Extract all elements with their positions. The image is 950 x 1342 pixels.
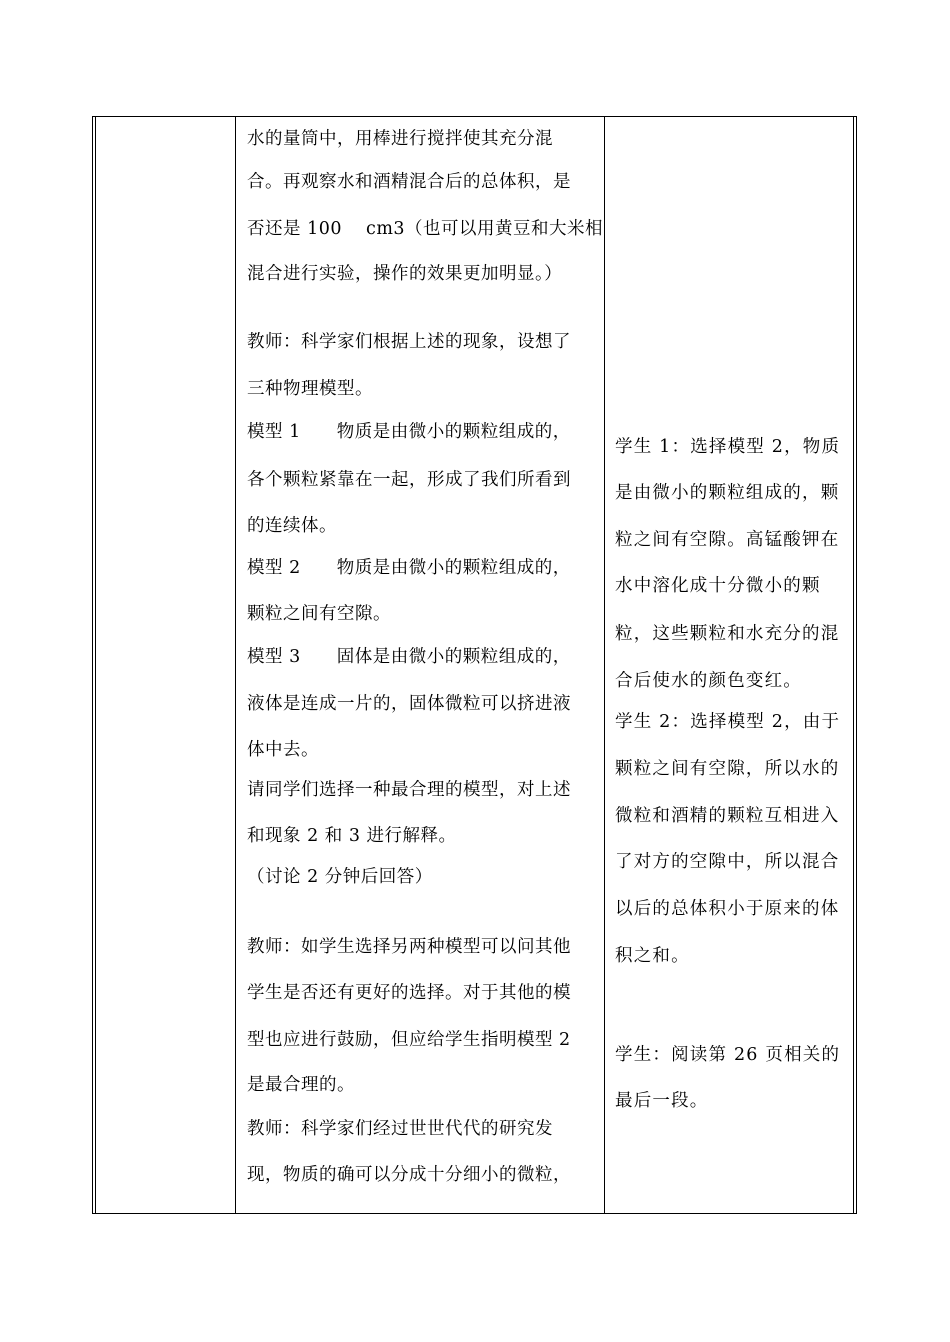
text-line: 微粒和酒精的颗粒互相进入 bbox=[615, 806, 840, 826]
text-line: 体中去。 bbox=[247, 740, 319, 760]
text-line: 现，物质的确可以分成十分细小的微粒， bbox=[247, 1165, 571, 1185]
text-line: 各个颗粒紧靠在一起，形成了我们所看到 bbox=[247, 470, 571, 490]
text-line: 水的量筒中，用棒进行搅拌使其充分混 bbox=[247, 129, 553, 149]
text-line: 液体是连成一片的，固体微粒可以挤进液 bbox=[247, 694, 571, 714]
text-line: 教师：科学家们经过世世代代的研究发 bbox=[247, 1119, 553, 1139]
text-line: 学生 2：选择模型 2，由于 bbox=[615, 712, 841, 732]
text-line: 教师：科学家们根据上述的现象，设想了 bbox=[247, 332, 571, 352]
table-divider-2 bbox=[604, 117, 605, 1213]
text-line: 是由微小的颗粒组成的，颗 bbox=[615, 483, 840, 503]
text-line: 教师：如学生选择另两种模型可以问其他 bbox=[247, 937, 571, 957]
text-line: 以后的总体积小于原来的体 bbox=[615, 899, 840, 919]
text-line: 否还是 100 cm3（也可以用黄豆和大米相 bbox=[247, 219, 604, 239]
lesson-table bbox=[92, 116, 857, 1214]
text-line: 请同学们选择一种最合理的模型，对上述 bbox=[247, 780, 571, 800]
text-line: （讨论 2 分钟后回答） bbox=[247, 867, 433, 887]
text-line: 粒之间有空隙。高锰酸钾在 bbox=[615, 530, 840, 550]
text-line: 和现象 2 和 3 进行解释。 bbox=[247, 826, 457, 846]
text-line: 型也应进行鼓励，但应给学生指明模型 2 bbox=[247, 1030, 571, 1050]
table-border-left-inner bbox=[95, 117, 96, 1213]
text-line: 粒，这些颗粒和水充分的混 bbox=[615, 624, 840, 644]
text-line: 合后使水的颜色变红。 bbox=[615, 671, 802, 691]
text-line: 颗粒之间有空隙。 bbox=[247, 604, 391, 624]
text-line: 学生：阅读第 26 页相关的 bbox=[615, 1045, 841, 1065]
text-line: 混合进行实验，操作的效果更加明显。） bbox=[247, 264, 563, 284]
text-line: 三种物理模型。 bbox=[247, 379, 373, 399]
text-line: 最后一段。 bbox=[615, 1091, 709, 1111]
text-line: 模型 3 固体是由微小的颗粒组成的， bbox=[247, 647, 571, 667]
table-border-right-inner bbox=[853, 117, 854, 1213]
text-line: 学生 1：选择模型 2，物质 bbox=[615, 437, 841, 457]
text-line: 学生是否还有更好的选择。对于其他的模 bbox=[247, 983, 571, 1003]
text-line: 模型 1 物质是由微小的颗粒组成的， bbox=[247, 422, 571, 442]
text-line: 合。再观察水和酒精混合后的总体积，是 bbox=[247, 172, 571, 192]
text-line: 是最合理的。 bbox=[247, 1075, 355, 1095]
text-line: 颗粒之间有空隙，所以水的 bbox=[615, 759, 840, 779]
text-line: 的连续体。 bbox=[247, 516, 337, 536]
text-line: 了对方的空隙中，所以混合 bbox=[615, 852, 840, 872]
table-divider-1 bbox=[235, 117, 236, 1213]
text-line: 模型 2 物质是由微小的颗粒组成的， bbox=[247, 558, 571, 578]
text-line: 积之和。 bbox=[615, 946, 690, 966]
text-line: 水中溶化成十分微小的颗 bbox=[615, 576, 821, 596]
